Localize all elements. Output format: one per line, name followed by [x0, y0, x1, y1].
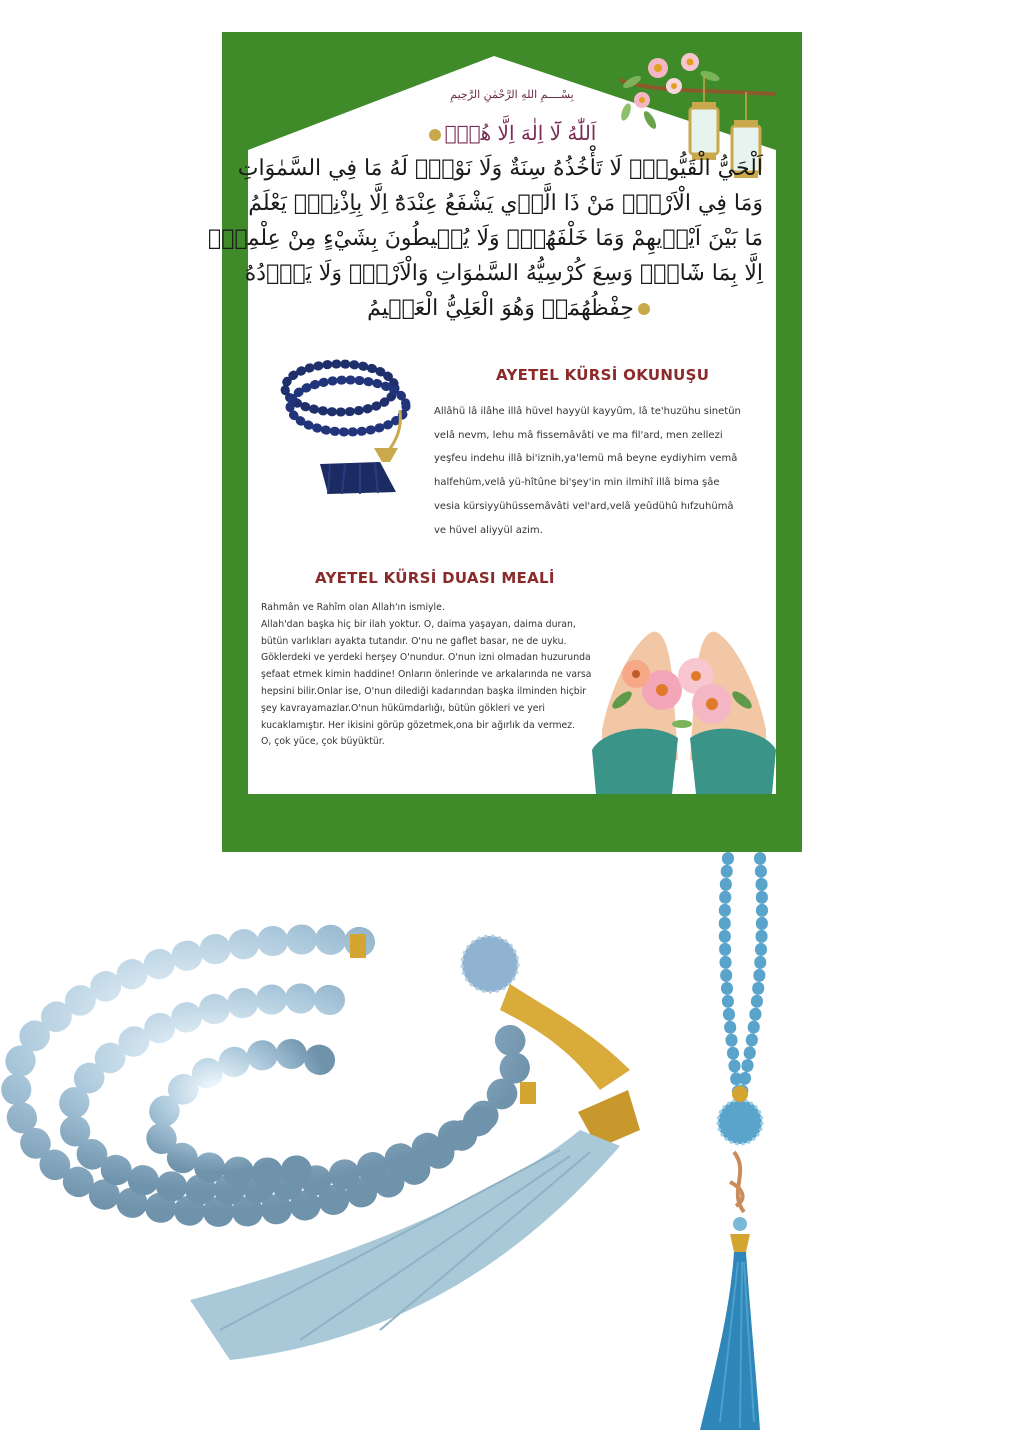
meal-line: şefaat etmek kimin haddine! Onların önlerinde ve arkalarında ne varsa	[261, 669, 592, 681]
ayah-line: مَا بَيْنَ اَيْد۪يهِمْ وَمَا خَلْفَهُمْۚ وَلَا يُح۪يطُونَ بِشَيْءٍ مِنْ عِلْمِه۪ٓ	[208, 226, 763, 251]
ayat-al-kursi-arabic	[208, 116, 763, 326]
meal-heading: AYETEL KÜRSİ DUASI MEALİ	[315, 569, 555, 587]
reading-line: halfehüm,velâ yü-hîtûne bi'şey'in min ilmihî illâ bima şâe	[434, 477, 720, 489]
meal-line: Allah'dan başka hiç bir ilah yoktur. O, daima yaşayan, daima duran,	[261, 618, 576, 630]
meal-line: hepsini bilir.Onlar ise, O'nun dilediği kadarından başka ilminden hiçbir	[261, 685, 587, 697]
reading-heading: AYETEL KÜRSİ OKUNUŞU	[496, 366, 710, 384]
meal-line: Göklerdeki ve yerdeki herşey O'nundur. O'nun izni olmadan huzurunda	[261, 652, 591, 664]
gold-spacer	[350, 934, 366, 958]
meal-line: kucaklamıştır. Her ikisini görüp gözetmek,ona bir ağırlık da vermez.	[261, 719, 576, 731]
hanging-blue-prayer-beads-image	[690, 852, 790, 1436]
meal-line: bütün varlıkları ayakta tutandır. O'nu ne gaflet basar, ne de uyku.	[261, 635, 567, 647]
meal-line: Rahmân ve Rahîm olan Allah'ın ismiyle.	[261, 602, 445, 613]
ayah-line: حِفْظُهُمَاۚ وَهُوَ الْعَلِيُّ الْعَظ۪يمُ	[258, 291, 763, 326]
reading-line: vesia kürsiyyühüssemâvâti vel'ard,velâ yeûdühû hıfzuhümâ	[434, 500, 734, 512]
reading-text	[434, 400, 741, 542]
gold-spacer	[520, 1082, 536, 1104]
ayah-line: اِلَّا بِمَا شَٓاءَۚ وَسِعَ كُرْسِيُّهُ السَّمٰوَاتِ وَالْاَرْضَۚ وَلَا يَؤُ۫دُهُ	[244, 261, 763, 286]
reading-line: Allâhü lâ ilâhe illâ hüvel hayyül kayyûm, lâ te'huzühu sinetün	[434, 406, 741, 417]
basmala: بِسْــــمِ اللهِ الرَّحْمٰنِ الرَّحِيمِ	[450, 88, 574, 101]
reading-line: ve hüvel aliyyül azim.	[434, 524, 543, 536]
crescent-ornament	[730, 1152, 744, 1212]
prayer-card	[208, 32, 802, 852]
navy-prayer-beads-image	[270, 348, 420, 498]
meal-text	[261, 600, 591, 751]
ayah-line: اَلْحَيُّ الْقَيُّومُۚ لَا تَأْخُذُهُ سِنَةٌ وَلَا نَوْمٌۜ لَهُ مَا فِي السَّمٰوَاتِ	[237, 156, 763, 181]
meal-line: şey kavrayamazlar.O'nun hükümdarlığı, bütün gökleri ve yeri	[261, 702, 545, 714]
praying-hands-image	[592, 620, 776, 794]
ayah-line: اَللّٰهُ لَٓا اِلٰهَ اِلَّا هُوَۚ	[258, 116, 763, 151]
reading-line: yeşfeu indehu illâ bi'iznih,ya'lemü mâ beyne eydiyhim vemâ	[434, 453, 738, 465]
reading-line: velâ nevm, lehu mâ fissemâvâti ve ma fil'ard, men zellezi	[434, 429, 723, 441]
light-blue-prayer-beads-image	[0, 920, 660, 1410]
meal-line: O, çok yüce, çok büyüktür.	[261, 736, 385, 748]
ayah-line: وَمَا فِي الْاَرْضِۜ مَنْ ذَا الَّذ۪ي يَشْفَعُ عِنْدَهُٓ اِلَّا بِاِذْنِه۪ۜ يَعْلَمُ	[248, 191, 763, 216]
